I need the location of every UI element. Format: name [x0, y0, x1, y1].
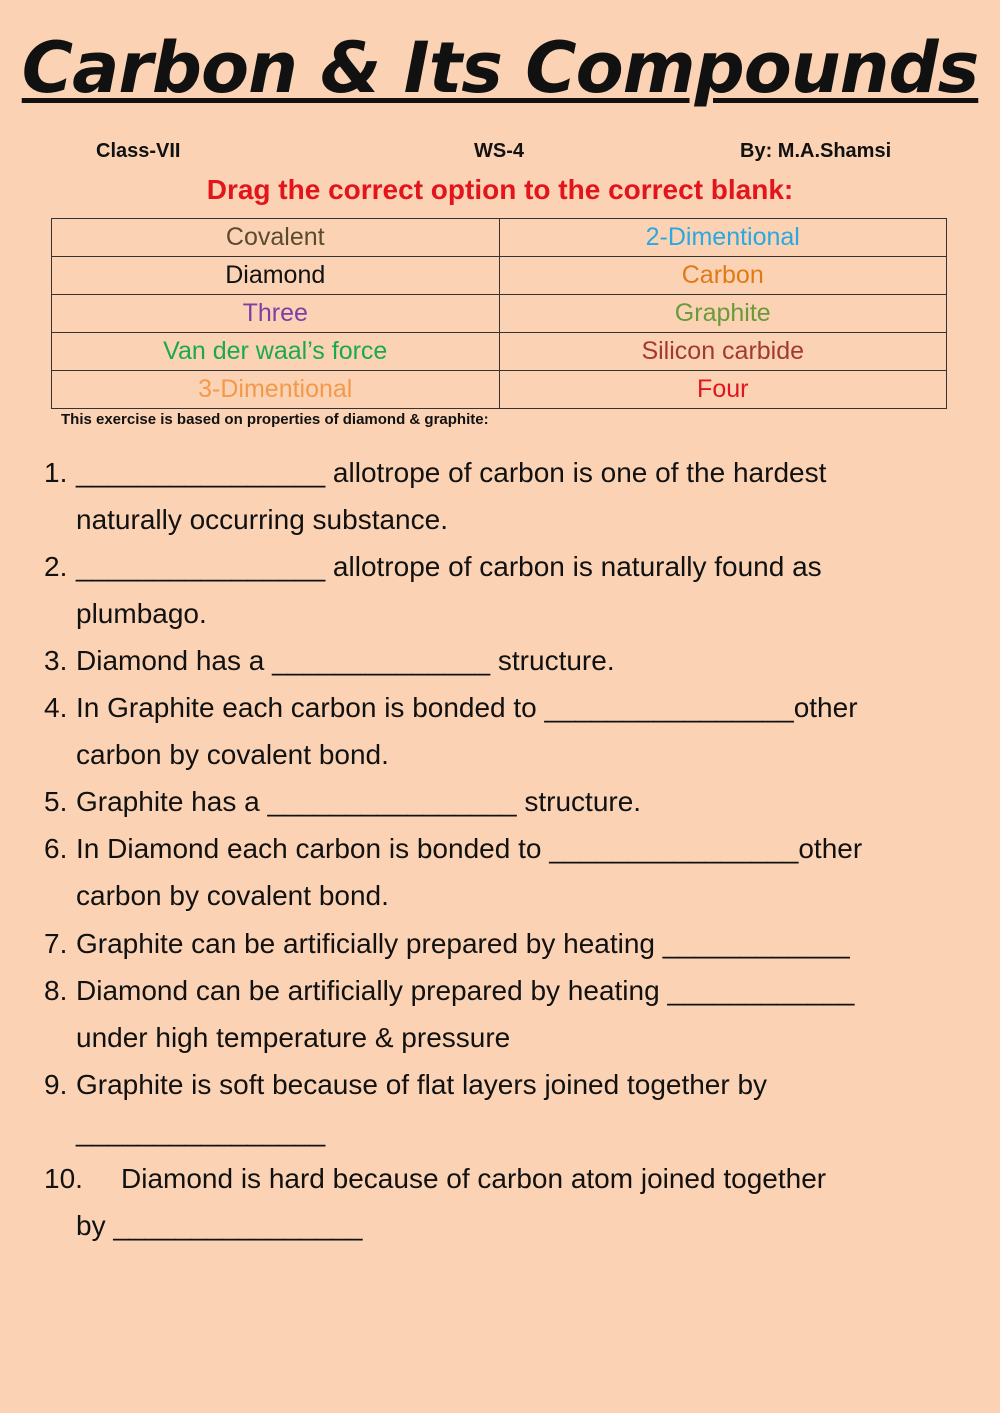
question-text[interactable]: Diamond is hard because of carbon atom joined together [121, 1163, 827, 1194]
question-text[interactable]: Diamond has a ______________ structure. [76, 645, 615, 676]
question-number: 1. [44, 457, 68, 488]
question-text-continued[interactable]: carbon by covalent bond. [76, 880, 389, 911]
question-text-continued[interactable]: under high temperature & pressure [76, 1022, 511, 1053]
option-chip[interactable]: Van der waal’s force [52, 333, 500, 371]
worksheet-number: WS-4 [474, 140, 524, 162]
author-label: By: M.A.Shamsi [740, 140, 892, 162]
options-row [52, 295, 947, 333]
option-chip[interactable]: Four [499, 371, 947, 409]
question-number: 6. [44, 833, 68, 864]
option-chip[interactable]: Graphite [499, 295, 947, 333]
option-chip[interactable]: Three [52, 295, 500, 333]
question-text[interactable]: ________________ allotrope of carbon is naturally found as [76, 551, 822, 582]
question-text-continued[interactable]: carbon by covalent bond. [76, 739, 389, 770]
option-chip[interactable]: 3-Dimentional [52, 371, 500, 409]
option-chip[interactable]: Covalent [52, 219, 500, 257]
option-chip[interactable]: 2-Dimentional [499, 219, 947, 257]
class-label: Class-VII [96, 140, 181, 162]
question-text[interactable]: In Diamond each carbon is bonded to ________________other [76, 833, 863, 864]
option-chip[interactable]: Diamond [52, 257, 500, 295]
question-text[interactable]: In Graphite each carbon is bonded to ________________other [76, 692, 858, 723]
question-text-continued[interactable]: ________________ [76, 1116, 326, 1147]
question-text[interactable]: Graphite can be artificially prepared by heating ____________ [76, 928, 850, 959]
instruction: Drag the correct option to the correct blank: [206, 174, 794, 205]
exercise-note: This exercise is based on properties of diamond & graphite: [61, 411, 489, 428]
option-chip[interactable]: Carbon [499, 257, 947, 295]
question-number: 5. [44, 786, 68, 817]
worksheet-title: Carbon & Its Compounds [21, 27, 979, 109]
question-number: 7. [44, 928, 68, 959]
options-row [52, 333, 947, 371]
question-text-continued[interactable]: by ________________ [76, 1210, 363, 1241]
options-row [52, 257, 947, 295]
question-number: 4. [44, 692, 68, 723]
options-row [52, 371, 947, 409]
question-text[interactable]: Graphite is soft because of flat layers joined together by [76, 1069, 768, 1100]
question-number: 2. [44, 551, 68, 582]
options-table [51, 218, 947, 409]
option-chip[interactable]: Silicon carbide [499, 333, 947, 371]
question-text[interactable]: Graphite has a ________________ structure. [76, 786, 642, 817]
question-text-continued[interactable]: plumbago. [76, 598, 207, 629]
options-row [52, 219, 947, 257]
question-text[interactable]: ________________ allotrope of carbon is one of the hardest [76, 457, 827, 488]
question-number: 8. [44, 975, 68, 1006]
question-number: 9. [44, 1069, 68, 1100]
question-text[interactable]: Diamond can be artificially prepared by heating ____________ [76, 975, 855, 1006]
question-number: 3. [44, 645, 68, 676]
question-text-continued[interactable]: naturally occurring substance. [76, 504, 448, 535]
question-number: 10. [44, 1163, 83, 1194]
